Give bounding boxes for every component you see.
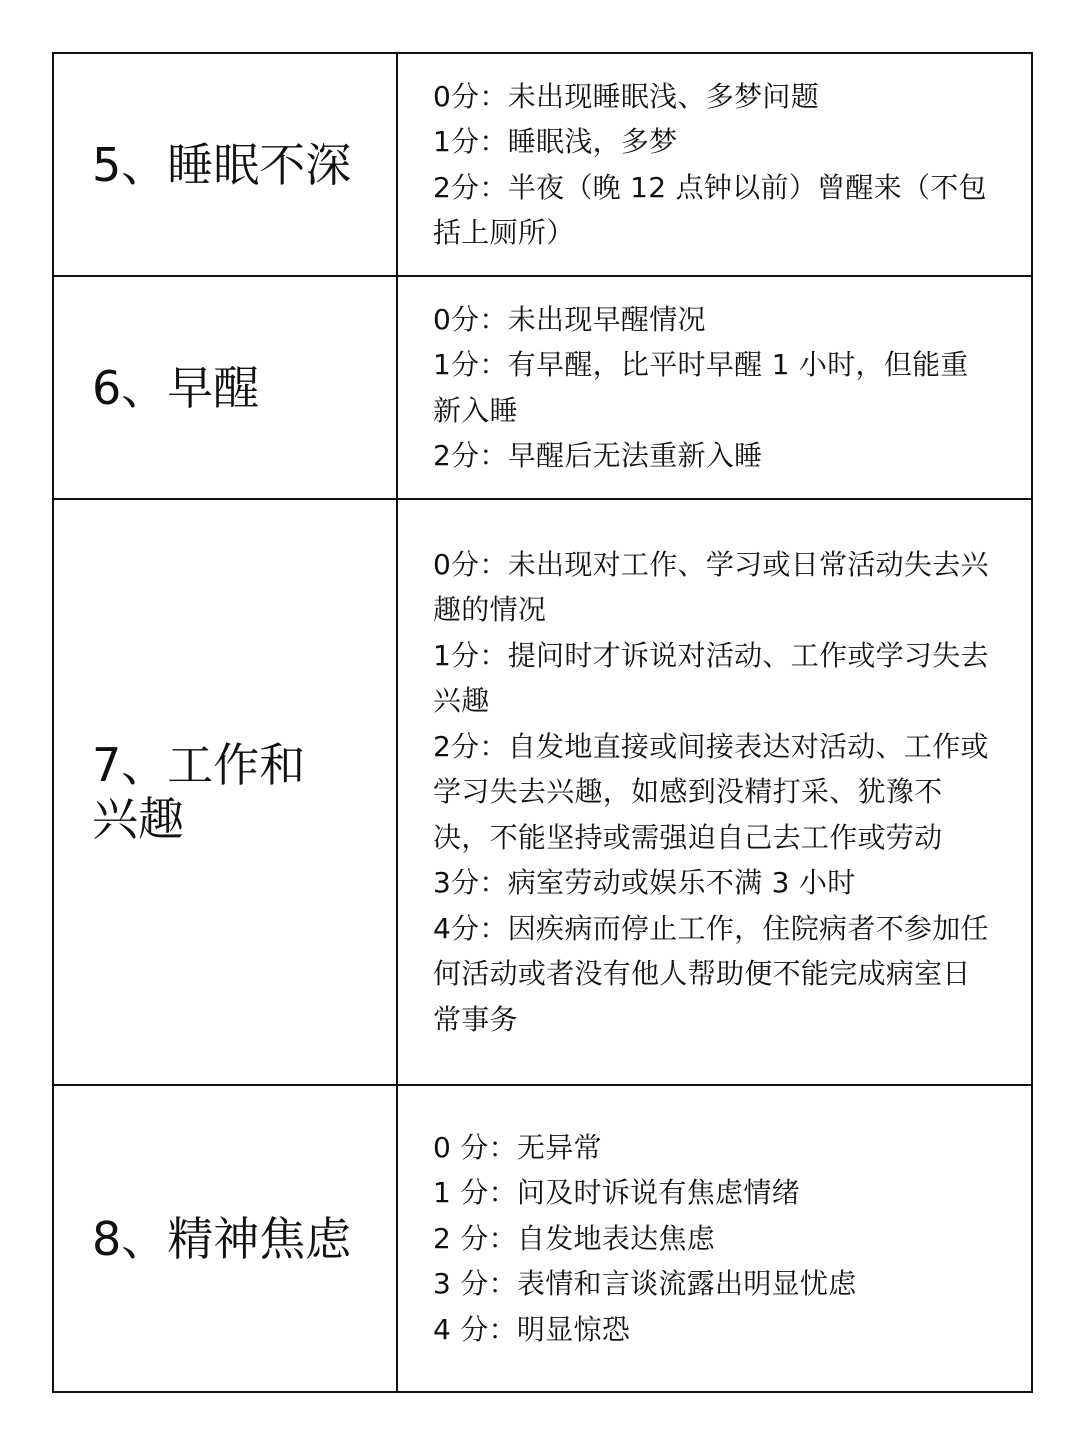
table-row [53,1085,1032,1392]
score-line: 4 分：明显惊恐 [433,1312,631,1346]
item-title: 6、早醒 [92,360,260,415]
item-title-cell [53,276,397,499]
score-line: 0分：未出现对工作、学习或日常活动失去兴趣的情况 [433,547,989,627]
score-line: 0分：未出现睡眠浅、多梦问题 [433,79,820,113]
table-row [53,53,1032,276]
score-description-cell [397,276,1032,499]
item-title-cell [53,499,397,1085]
rating-scale-table [52,52,1033,1393]
score-description-cell [397,499,1032,1085]
score-line: 0分：未出现早醒情况 [433,302,706,336]
score-line: 1分：睡眠浅，多梦 [433,125,678,158]
score-line: 1 分：问及时诉说有焦虑情绪 [433,1176,800,1210]
score-line: 2分：自发地直接或间接表达对活动、工作或学习失去兴趣，如感到没精打采、犹豫不决，不能坚持或需强迫自己去工作或劳动 [433,729,989,854]
score-line: 3分：病室劳动或娱乐不满 3 小时 [433,866,856,900]
table-row [53,276,1032,499]
table-row [53,499,1032,1085]
score-line: 2分：半夜（晚 12 点钟以前）曾醒来（不包括上厕所） [433,170,987,249]
score-line: 3 分：表情和言谈流露出明显忧虑 [433,1267,857,1301]
item-title-cell [53,53,397,276]
score-description-cell [397,53,1032,276]
score-line: 4分：因疾病而停止工作，住院病者不参加任何活动或者没有他人帮助便不能完成病室日常事务 [433,911,989,1036]
score-line: 2分：早醒后无法重新入睡 [433,439,763,472]
score-line: 1分：提问时才诉说对活动、工作或学习失去兴趣 [433,638,989,718]
item-title: 7、工作和兴趣 [92,738,306,846]
item-title: 8、精神焦虑 [92,1211,352,1266]
item-title: 5、睡眠不深 [92,137,352,192]
score-line: 0 分：无异常 [433,1130,602,1164]
score-line: 1分：有早醒，比平时早醒 1 小时，但能重新入睡 [433,348,969,427]
score-description-cell [397,1085,1032,1392]
score-line: 2 分：自发地表达焦虑 [433,1221,716,1255]
item-title-cell [53,1085,397,1392]
